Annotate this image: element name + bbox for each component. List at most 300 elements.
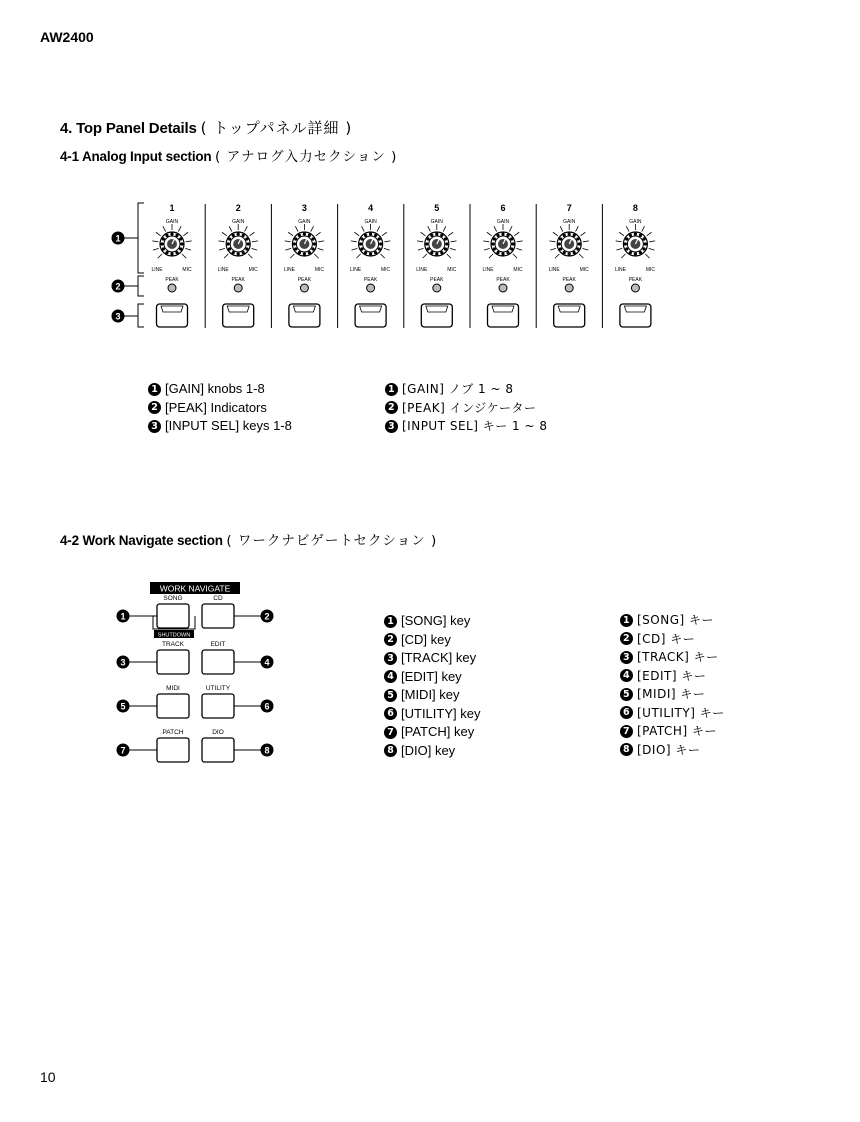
knob-grip [170, 232, 173, 235]
gain-knob [483, 224, 523, 258]
knob-tick [509, 226, 512, 231]
callout-number: 2 [148, 401, 161, 414]
knob-tick [152, 241, 158, 242]
line-label: LINE [350, 267, 362, 273]
mic-label: MIC [447, 267, 457, 273]
peak-label: PEAK [231, 277, 245, 283]
knob-tick [224, 254, 228, 258]
legend-item [620, 611, 725, 630]
knob-tick [516, 248, 522, 250]
callout-marker [112, 310, 125, 323]
knob-tick [494, 226, 497, 231]
nav-key [117, 729, 190, 762]
knob-tick [417, 241, 423, 242]
knob-tick [285, 248, 291, 250]
section-4-2-title-jp: ( ワークナビゲートセクション ) [226, 533, 438, 549]
knob-tick [616, 248, 622, 250]
knob-tick [380, 254, 384, 258]
knob-tick [316, 232, 321, 236]
knob-tick [285, 241, 291, 242]
knob-tick [163, 226, 166, 231]
knob-grip [634, 252, 637, 255]
callout-number: 8 [264, 745, 270, 756]
peak-indicator [234, 284, 242, 292]
nav-key [202, 729, 274, 762]
knob-tick [579, 254, 583, 258]
nav-key-button [157, 694, 189, 718]
channel-number: 7 [566, 203, 572, 213]
knob-tick [484, 248, 490, 250]
gain-label: GAIN [364, 219, 377, 225]
gain-label: GAIN [629, 219, 642, 225]
callout-marker [117, 700, 130, 713]
callout-marker [112, 280, 125, 293]
knob-tick [288, 232, 293, 236]
mic-label: MIC [314, 267, 324, 273]
knob-grip [293, 242, 296, 245]
legend-text: [GAIN] knobs 1-8 [165, 381, 265, 396]
legend-item [385, 399, 548, 418]
callout-number: 6 [620, 706, 633, 719]
key-led [624, 306, 646, 312]
callout-marker [112, 232, 125, 245]
knob-tick [250, 232, 255, 236]
knob-tick [483, 241, 489, 242]
callout-marker [261, 656, 274, 669]
nav-key-label: PATCH [162, 729, 184, 736]
knob-tick [314, 254, 318, 258]
knob-grip [369, 232, 372, 235]
legend-text: [DIO] キー [637, 742, 701, 757]
legend-item [620, 704, 725, 723]
nav-key-button [157, 650, 189, 674]
peak-indicator [367, 284, 375, 292]
knob-tick [517, 241, 523, 242]
legend-text: [MIDI] key [401, 687, 460, 702]
callout-number: 1 [120, 611, 126, 622]
knob-tick [384, 241, 390, 242]
gain-label: GAIN [496, 219, 510, 225]
channel-strip [404, 203, 457, 328]
knob-grip [491, 242, 494, 245]
knob-grip [237, 232, 240, 235]
knob-tick [156, 232, 161, 236]
mic-label: MIC [513, 267, 523, 273]
nav-key [202, 685, 274, 718]
knob-grip [445, 242, 448, 245]
knob-tick [186, 241, 192, 242]
callout-number: 7 [384, 726, 397, 739]
nav-key-label: EDIT [210, 641, 226, 648]
knob-tick [183, 232, 188, 236]
legend-item [148, 417, 292, 436]
nav-key-label: TRACK [161, 641, 185, 648]
legend-text: [EDIT] キー [637, 668, 707, 683]
line-label: LINE [217, 267, 229, 273]
legend-text: [PEAK] Indicators [165, 399, 267, 415]
knob-tick [356, 254, 360, 258]
legend-text: [INPUT SEL] keys 1-8 [165, 418, 292, 433]
gain-knob [417, 224, 457, 258]
nav-key-button [157, 604, 189, 628]
legend-text: [DIO] key [401, 742, 456, 758]
nav-key-button [202, 604, 234, 628]
peak-indicator [433, 284, 441, 292]
knob-tick [153, 248, 159, 250]
knob-grip [379, 242, 382, 245]
knob-tick [218, 241, 224, 242]
page-number: 10 [40, 1069, 56, 1085]
legend-item [620, 685, 725, 704]
callout-number: 5 [620, 688, 633, 701]
knob-tick [295, 226, 298, 231]
knob-tick [377, 226, 380, 231]
legend-item [384, 742, 480, 761]
peak-label: PEAK [496, 277, 510, 283]
analog-input-diagram [100, 190, 670, 340]
callout-number: 2 [384, 633, 397, 646]
knob-grip [170, 252, 173, 255]
knob-tick [581, 232, 586, 236]
knob-grip [558, 242, 561, 245]
knob-tick [382, 232, 387, 236]
line-label: LINE [151, 267, 163, 273]
key-led [360, 306, 382, 312]
knob-grip [435, 252, 438, 255]
knob-tick [352, 248, 358, 250]
peak-indicator [168, 284, 176, 292]
knob-tick [560, 226, 563, 231]
knob-tick [290, 254, 294, 258]
legend-item [385, 380, 548, 399]
page-title-en: 4. Top Panel Details [60, 120, 197, 137]
knob-grip [511, 242, 514, 245]
mic-label: MIC [645, 267, 655, 273]
nav-key-button [202, 694, 234, 718]
key-led [227, 306, 249, 312]
knob-tick [649, 241, 655, 242]
model-name: AW2400 [40, 29, 94, 45]
callout-number: 3 [385, 420, 398, 433]
knob-grip [425, 242, 428, 245]
channel-number: 1 [169, 203, 175, 213]
peak-label: PEAK [430, 277, 444, 283]
section-4-1-title-jp: ( アナログ入力セクション ) [215, 149, 398, 165]
navigate-legend-jp [620, 611, 725, 759]
knob-tick [318, 241, 324, 242]
channel-number: 3 [301, 203, 307, 213]
knob-tick [513, 254, 517, 258]
knob-tick [362, 226, 365, 231]
section-4-1-title-en: 4-1 Analog Input section [60, 149, 212, 164]
legend-item [148, 399, 292, 418]
callout-number: 8 [620, 743, 633, 756]
gain-knob [285, 224, 325, 258]
nav-key-button [202, 738, 234, 762]
callout-number: 2 [620, 632, 633, 645]
knob-tick [219, 248, 225, 250]
shutdown-label: SHUTDOWN [157, 632, 191, 639]
legend-text: [CD] key [401, 631, 451, 647]
knob-tick [448, 232, 453, 236]
legend-text: [INPUT SEL] キー 1 ~ 8 [402, 419, 548, 433]
callout-marker [261, 700, 274, 713]
peak-indicator [499, 284, 507, 292]
knob-tick [649, 248, 655, 250]
nav-key-label: UTILITY [205, 685, 231, 692]
callout-number: 1 [620, 614, 633, 627]
callout-number: 5 [120, 701, 126, 712]
callout-marker [261, 744, 274, 757]
mic-label: MIC [579, 267, 589, 273]
knob-grip [359, 242, 362, 245]
callout-number: 3 [120, 657, 126, 668]
gain-knob [549, 224, 589, 258]
channel-strip [151, 203, 192, 327]
legend-text: [SONG] キー [637, 613, 715, 627]
key-led [293, 306, 315, 312]
knob-tick [384, 248, 390, 250]
nav-key-label: SONG [163, 595, 183, 602]
knob-tick [182, 254, 186, 258]
knob-grip [644, 242, 647, 245]
callout-number: 1 [115, 233, 121, 244]
knob-tick [619, 232, 624, 236]
knob-tick [252, 241, 258, 242]
mic-label: MIC [381, 267, 391, 273]
knob-grip [237, 252, 240, 255]
knob-tick [158, 254, 162, 258]
callout-number: 7 [120, 745, 126, 756]
callout-number: 4 [264, 657, 270, 668]
knob-tick [645, 254, 649, 258]
knob-tick [447, 254, 451, 258]
peak-label: PEAK [165, 277, 179, 283]
nav-key [202, 595, 274, 628]
knob-tick [451, 241, 457, 242]
peak-label: PEAK [297, 277, 312, 283]
key-led [426, 306, 448, 312]
callout-number: 3 [620, 651, 633, 664]
knob-tick [443, 226, 446, 231]
callout-marker [261, 610, 274, 623]
legend-text: [GAIN] ノブ 1 ~ 8 [402, 382, 514, 396]
legend-text: [SONG] key [401, 613, 471, 628]
knob-tick [229, 226, 232, 231]
knob-tick [550, 248, 556, 250]
knob-tick [487, 232, 492, 236]
channel-number: 4 [368, 203, 374, 213]
peak-indicator [300, 284, 308, 292]
peak-indicator [631, 284, 639, 292]
line-label: LINE [548, 267, 560, 273]
nav-key [117, 641, 190, 674]
callout-number: 6 [264, 701, 270, 712]
callout-number: 4 [620, 669, 633, 682]
channel-strip [470, 203, 523, 328]
callout-number: 3 [148, 420, 161, 433]
callout-number: 7 [620, 725, 633, 738]
legend-item [384, 612, 480, 631]
callout-marker [117, 656, 130, 669]
navigate-legend-en [384, 612, 480, 760]
peak-label: PEAK [562, 277, 576, 283]
callout-number: 5 [384, 689, 397, 702]
gain-label: GAIN [232, 219, 245, 225]
callout-number: 2 [264, 611, 270, 622]
legend-text: [CD] キー [637, 631, 696, 646]
knob-grip [568, 252, 571, 255]
channel-number: 5 [434, 203, 440, 213]
knob-tick [245, 226, 248, 231]
knob-grip [501, 252, 504, 255]
legend-text: [PEAK] インジケーター [402, 400, 537, 415]
legend-item [384, 668, 480, 687]
callout-number: 3 [115, 311, 121, 322]
line-label: LINE [283, 267, 295, 273]
legend-item [620, 741, 725, 760]
gain-label: GAIN [430, 219, 443, 225]
knob-tick [626, 226, 629, 231]
page-title [60, 117, 352, 138]
knob-tick [423, 254, 427, 258]
knob-tick [553, 232, 558, 236]
legend-item [384, 723, 480, 742]
channel-number: 8 [632, 203, 638, 213]
callout-marker [117, 744, 130, 757]
key-led [161, 306, 183, 312]
knob-grip [501, 232, 504, 235]
key-led [492, 306, 514, 312]
knob-tick [621, 254, 625, 258]
channel-strip [205, 203, 258, 328]
analog-legend-en [148, 380, 292, 436]
knob-tick [576, 226, 579, 231]
knob-grip [568, 232, 571, 235]
mic-label: MIC [248, 267, 258, 273]
gain-knob [616, 224, 656, 258]
knob-tick [616, 241, 622, 242]
knob-grip [180, 242, 183, 245]
knob-tick [252, 248, 258, 250]
knob-tick [351, 241, 357, 242]
knob-grip [227, 242, 230, 245]
callout-number: 8 [384, 744, 397, 757]
gain-knob [218, 224, 258, 258]
knob-grip [435, 232, 438, 235]
legend-text: [EDIT] key [401, 668, 462, 684]
legend-text: [TRACK] キー [637, 650, 719, 664]
knob-tick [421, 232, 426, 236]
knob-tick [642, 226, 645, 231]
panel-title: WORK NAVIGATE [159, 583, 231, 594]
knob-tick [583, 248, 589, 250]
knob-grip [303, 232, 306, 235]
callout-number: 3 [384, 652, 397, 665]
gain-label: GAIN [165, 219, 179, 225]
line-label: LINE [614, 267, 626, 273]
analog-legend-jp [385, 380, 548, 436]
gain-label: GAIN [298, 219, 311, 225]
line-label: LINE [416, 267, 428, 273]
channel-strip [536, 203, 589, 328]
knob-tick [647, 232, 652, 236]
knob-tick [354, 232, 359, 236]
channel-number: 2 [235, 203, 241, 213]
knob-tick [514, 232, 519, 236]
channel-strip [338, 203, 391, 328]
mic-label: MIC [182, 267, 192, 273]
callout-number: 1 [384, 615, 397, 628]
knob-tick [185, 248, 191, 250]
knob-grip [303, 252, 306, 255]
knob-tick [222, 232, 227, 236]
legend-text: [UTILITY] キー [637, 705, 725, 720]
knob-grip [634, 232, 637, 235]
callout-number: 2 [115, 281, 121, 292]
knob-tick [583, 241, 589, 242]
knob-tick [555, 254, 559, 258]
section-4-2-heading [60, 529, 437, 549]
legend-text: [MIDI] キー [637, 687, 706, 701]
work-navigate-diagram [110, 578, 280, 768]
peak-indicator [565, 284, 573, 292]
bracket-peak [138, 276, 144, 296]
peak-label: PEAK [628, 277, 643, 283]
knob-tick [418, 248, 424, 250]
callout-number: 6 [384, 707, 397, 720]
legend-item [620, 667, 725, 686]
legend-text: [PATCH] キー [637, 724, 717, 738]
nav-key-button [202, 650, 234, 674]
knob-tick [549, 241, 555, 242]
nav-key-label: MIDI [166, 685, 180, 692]
knob-grip [624, 242, 627, 245]
knob-tick [489, 254, 493, 258]
knob-grip [369, 252, 372, 255]
gain-knob [152, 224, 192, 258]
knob-tick [318, 248, 324, 250]
legend-item [620, 722, 725, 741]
legend-text: [PATCH] key [401, 724, 475, 739]
callout-number: 4 [384, 670, 397, 683]
knob-tick [428, 226, 431, 231]
callout-number: 2 [385, 401, 398, 414]
line-label: LINE [482, 267, 494, 273]
channel-number: 6 [500, 203, 506, 213]
nav-key-button [157, 738, 189, 762]
nav-key-label: DIO [212, 729, 224, 736]
gain-label: GAIN [563, 219, 576, 225]
bracket-sel [138, 304, 144, 327]
nav-key [202, 641, 274, 674]
knob-tick [450, 248, 456, 250]
section-4-2-title-en: 4-2 Work Navigate section [60, 533, 223, 548]
knob-grip [247, 242, 250, 245]
legend-item [384, 649, 480, 668]
callout-number: 1 [148, 383, 161, 396]
callout-marker [117, 610, 130, 623]
legend-item [148, 380, 292, 399]
legend-text: [TRACK] key [401, 650, 477, 665]
legend-item [384, 686, 480, 705]
key-led [558, 306, 580, 312]
peak-label: PEAK [363, 277, 378, 283]
section-4-1-heading [60, 145, 397, 165]
callout-number: 1 [385, 383, 398, 396]
knob-tick [311, 226, 314, 231]
knob-grip [578, 242, 581, 245]
